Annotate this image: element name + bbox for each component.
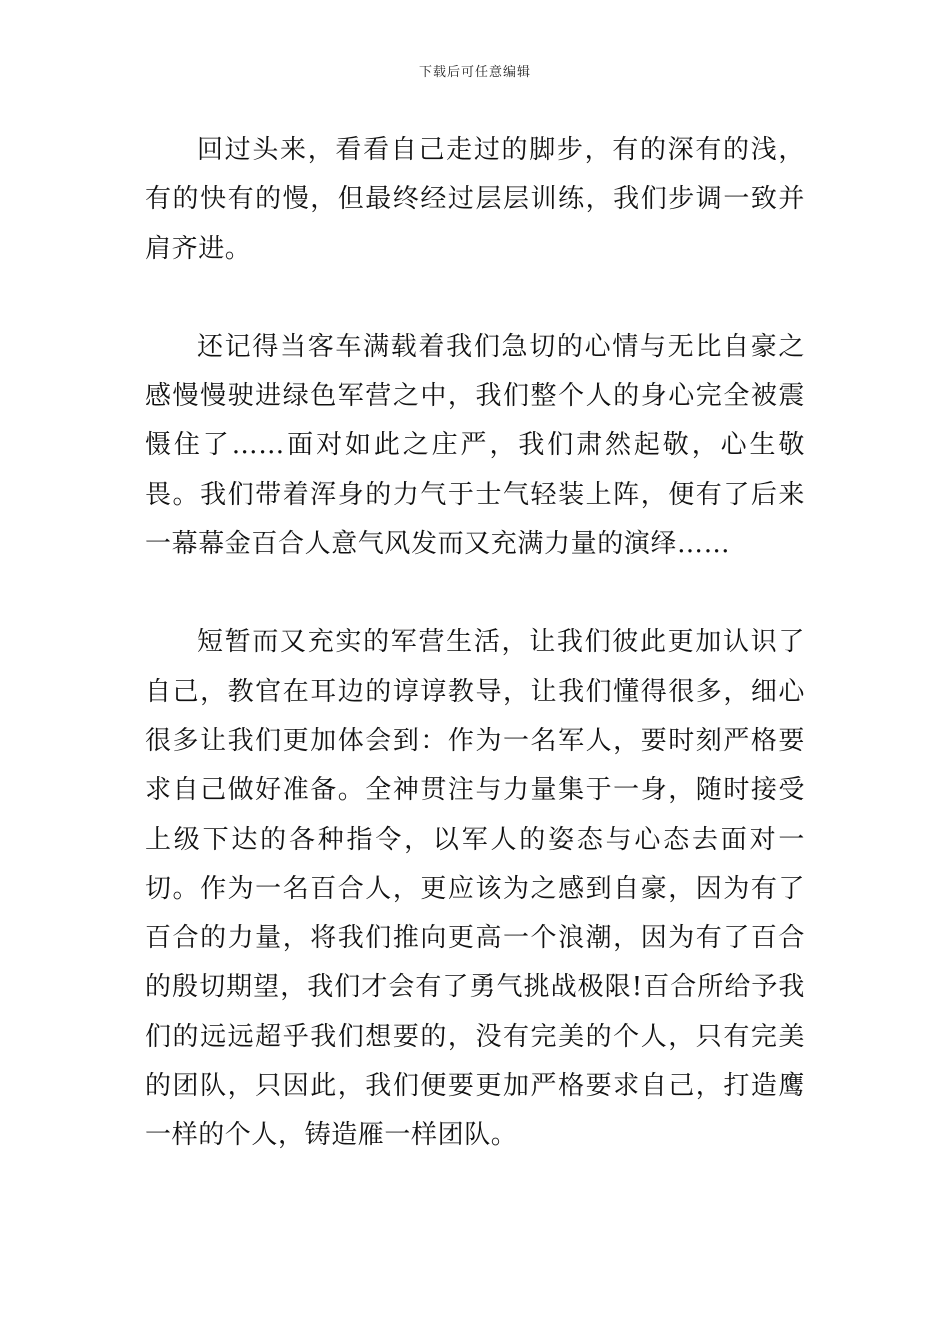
paragraph-2: 还记得当客车满载着我们急切的心情与无比自豪之感慢慢驶进绿色军营之中，我们整个人的身心完全被震慑住了……面对如此之庄严，我们肃然起敬，心生敬畏。我们带着浑身的力气于士气轻装上阵，便有了后来一幕幕金百合人意气风发而又充满力量的演绎…… xyxy=(145,331,805,560)
paragraph-3: 短暂而又充实的军营生活，让我们彼此更加认识了自己，教官在耳边的谆谆教导，让我们懂得很多，细心很多让我们更加体会到：作为一名军人，要时刻严格要求自己做好准备。全神贯注与力量集于一身，随时接受上级下达的各种指令，以军人的姿态与心态去面对一切。作为一名百合人，更应该为之感到自豪，因为有了百合的力量，将我们推向更高一个浪潮，因为有了百合的殷切期望，我们才会有了勇气挑战极限!百合所给予我们的远远超乎我们想要的，没有完美的个人，只有完美的团队，只因此，我们便要更加严格要求自己，打造鹰一样的个人，铸造雁一样团队。 xyxy=(145,627,805,1151)
paragraph-1: 回过头来，看看自己走过的脚步，有的深有的浅，有的快有的慢，但最终经过层层训练，我们步调一致并肩齐进。 xyxy=(145,135,805,264)
page-header: 下载后可任意编辑 xyxy=(418,65,531,80)
document-body xyxy=(145,126,805,1161)
